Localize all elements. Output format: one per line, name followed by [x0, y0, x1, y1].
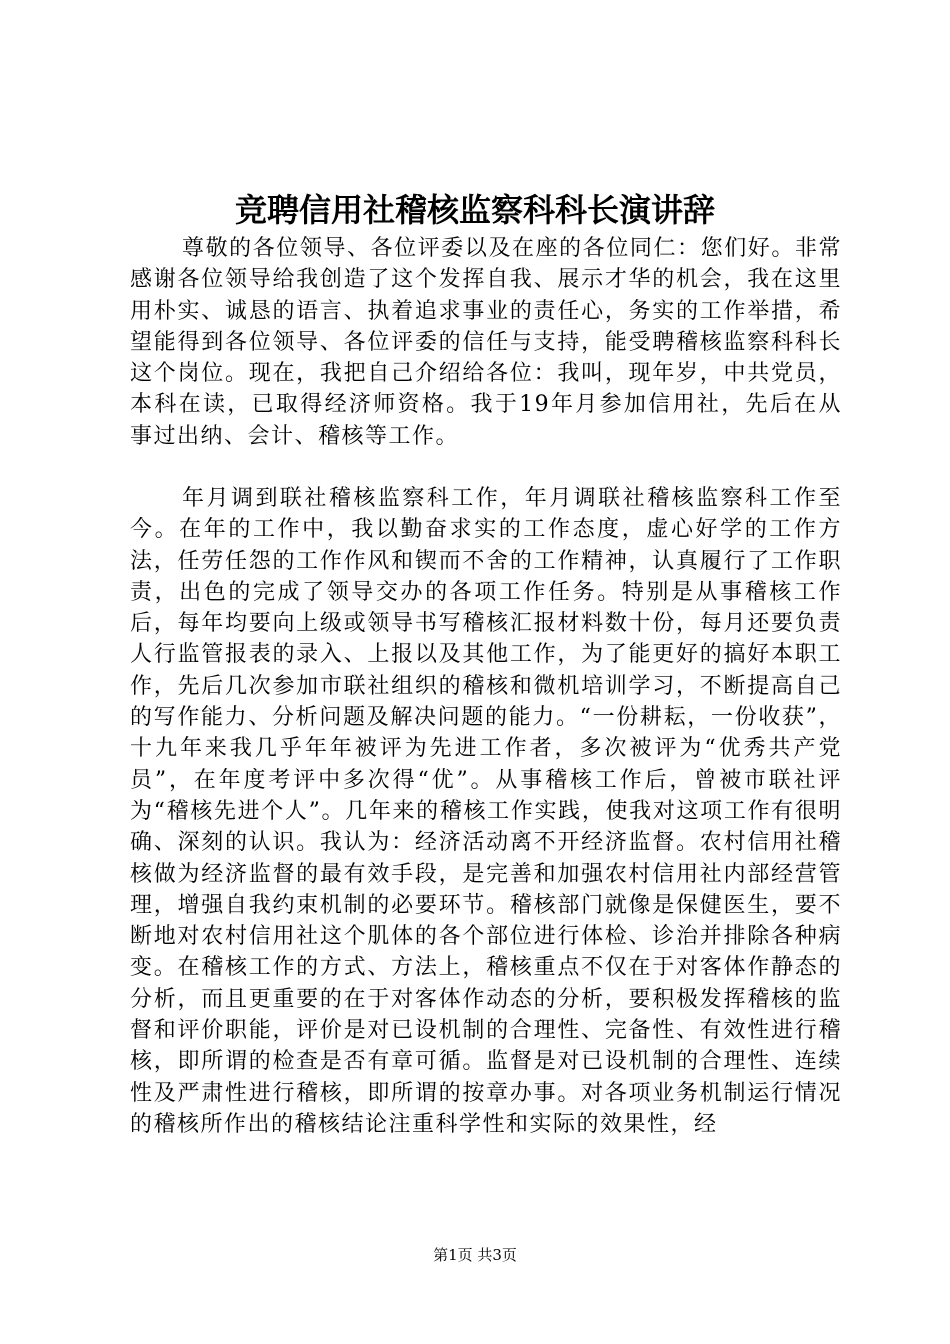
paragraph-1: 尊敬的各位领导、各位评委以及在座的各位同仁：您们好。非常感谢各位领导给我创造了这个发挥自我、展示才华的机会，我在这里用朴实、诚恳的语言、执着追求事业的责任心，务实的工作举措，希望能得到各位领导、各位评委的信任与支持，能受聘稽核监察科科长这个岗位。现在，我把自己介绍给各位：我叫，现年岁，中共党员，本科在读，已取得经济师资格。我于19年月参加信用社，先后在从事过出纳、会计、稽核等工作。 — [130, 236, 842, 449]
document-title: 竞聘信用社稽核监察科科长演讲辞 — [234, 191, 715, 229]
paragraph-2: 年月调到联社稽核监察科工作，年月调联社稽核监察科工作至今。在年的工作中，我以勤奋求实的工作态度，虚心好学的工作方法，任劳任怨的工作作风和锲而不舍的工作精神，认真履行了工作职责，出色的完成了领导交办的各项工作任务。特别是从事稽核工作后，每年均要向上级或领导书写稽核汇报材料数十份，每月还要负责人行监管报表的录入、上报以及其他工作，为了能更好的搞好本职工作，先后几次参加市联社组织的稽核和微机培训学习，不断提高自己的写作能力、分析问题及解决问题的能力。“一份耕耘，一份收获”，十九年来我几乎年年被评为先进工作者，多次被评为“优秀共产党员”，在年度考评中多次得“优”。从事稽核工作后，曾被市联社评为“稽核先进个人”。几年来的稽核工作实践，使我对这项工作有很明确、深刻的认识。我认为：经济活动离不开经济监督。农村信用社稽核做为经济监督的最有效手段，是完善和加强农村信用社内部经营管理，增强自我约束机制的必要环节。稽核部门就像是保健医生，要不断地对农村信用社这个肌体的各个部位进行体检、诊治并排除各种病变。在稽核工作的方式、方法上，稽核重点不仅在于对客体作静态的分析，而且更重要的在于对客体作动态的分析，要积极发挥稽核的监督和评价职能，评价是对已设机制的合理性、完备性、有效性进行稽核，即所谓的检查是否有章可循。监督是对已设机制的合理性、连续性及严肃性进行稽核，即所谓的按章办事。对各项业务机制运行情况的稽核所作出的稽核结论注重科学性和实际的效果性，经 — [130, 486, 842, 1137]
page-footer: 第1页 共3页 — [433, 1246, 517, 1264]
